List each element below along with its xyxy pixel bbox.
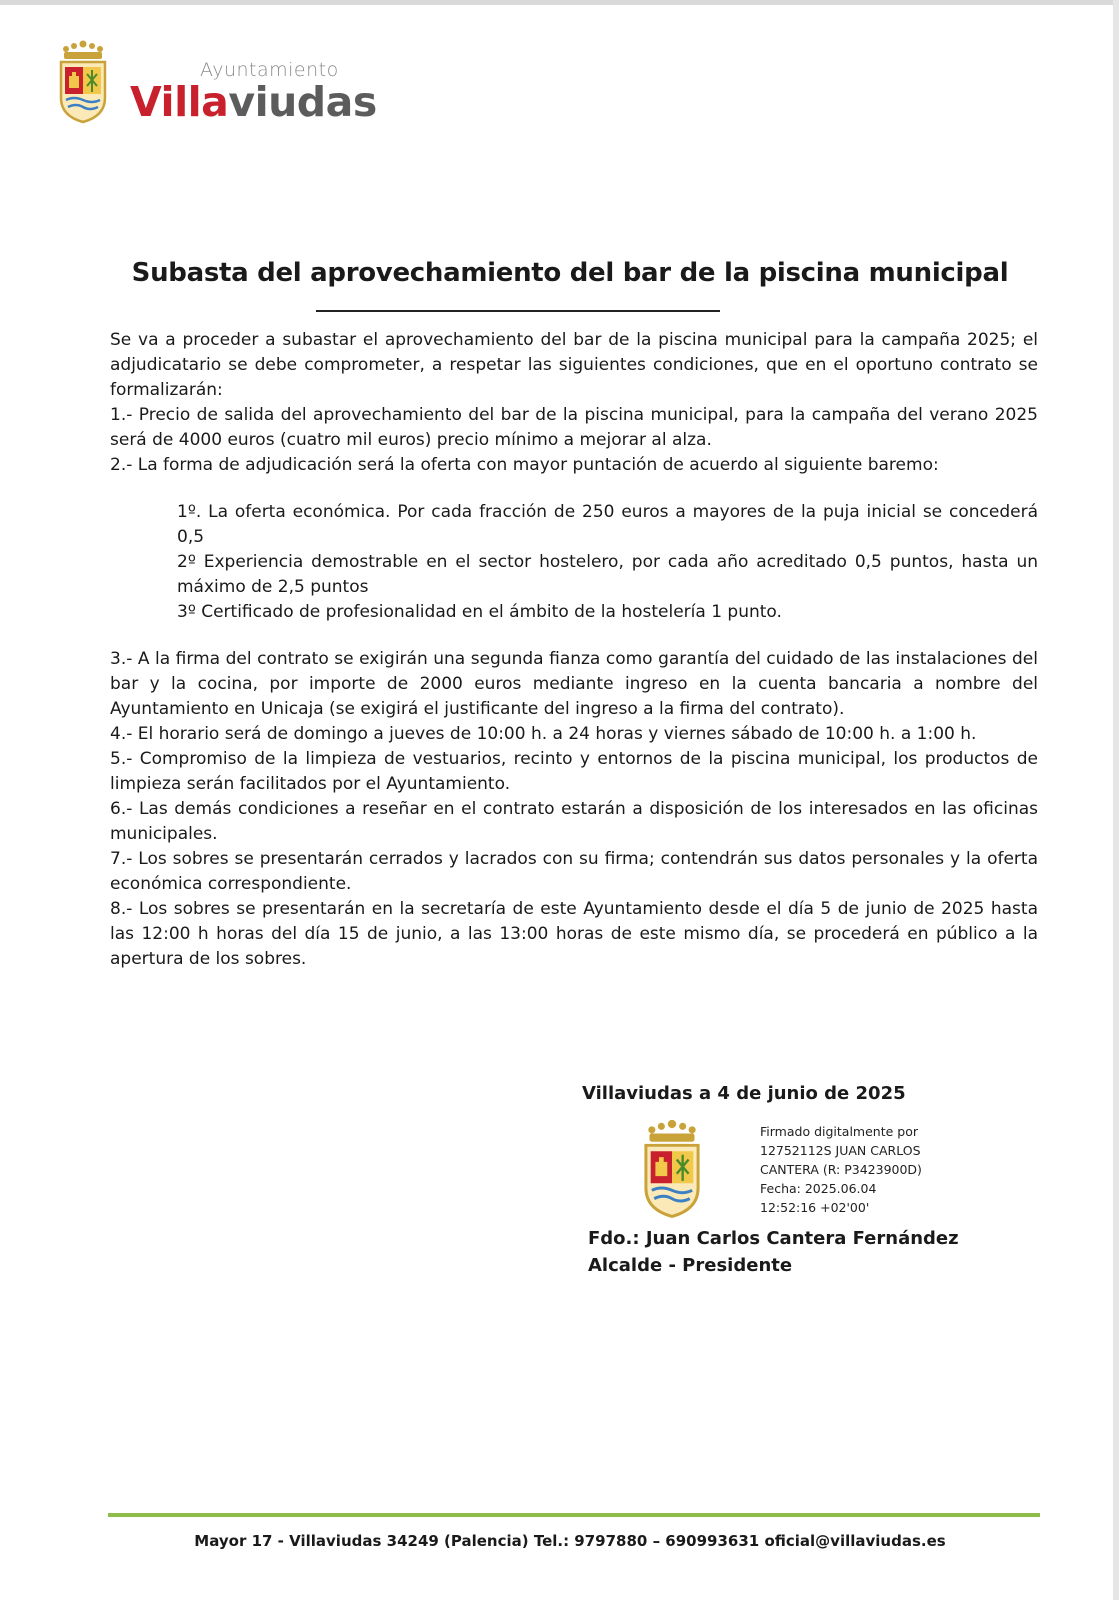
clause-8: 8.- Los sobres se presentarán en la secretaría de este Ayuntamiento desde el día 5 de junio de 2025 hasta las 12:00 h horas del día 15 de junio, a las 13:00 horas de este mismo día, se procederá en público a la apertura de los sobres.: [110, 899, 1038, 969]
brand-name-gray: viudas: [228, 78, 377, 126]
place-date: Villaviudas a 4 de junio de 2025: [582, 1083, 906, 1104]
digital-signature-line: Firmado digitalmente por: [760, 1124, 918, 1139]
title-underline: [316, 310, 720, 312]
document-title: Subasta del aprovechamiento del bar de la piscina municipal: [131, 258, 1009, 288]
clause-6: 6.- Las demás condiciones a reseñar en el contrato estarán a disposición de los interesados en las oficinas municipales.: [110, 799, 1038, 844]
clause-2: 2.- La forma de adjudicación será la oferta con mayor puntación de acuerdo al siguiente baremo:: [110, 455, 939, 475]
clause-5: 5.- Compromiso de la limpieza de vestuarios, recinto y entornos de la piscina municipal, los productos de limpieza serán facilitados por el Ayuntamiento.: [110, 749, 1038, 794]
digital-signature-line: CANTERA (R: P3423900D): [760, 1162, 922, 1177]
spacer: [110, 478, 1038, 500]
clause-7: 7.- Los sobres se presentarán cerrados y lacrados con su firma; contendrán sus datos personales y la oferta económica correspondiente.: [110, 849, 1038, 894]
signer-name: Fdo.: Juan Carlos Cantera Fernández: [588, 1228, 959, 1249]
clause-3: 3.- A la firma del contrato se exigirán una segunda fianza como garantía del cuidado de las instalaciones del bar y la cocina, por importe de 2000 euros mediante ingreso en la cuenta bancaria a nombre del Ayuntamiento en Unicaja (se exigirá el justificante del ingreso a la firma del contrato).: [110, 649, 1038, 719]
page-edge: [0, 0, 1119, 5]
brand-name: [130, 78, 377, 126]
municipal-seal-icon: [640, 1115, 704, 1223]
signer-block: [588, 1225, 959, 1279]
letterhead: [56, 40, 456, 130]
clause-4: 4.- El horario será de domingo a jueves de 10:00 h. a 24 horas y viernes sábado de 10:00 h. a 1:00 h.: [110, 724, 977, 744]
digital-signature-line: 12752112S JUAN CARLOS: [760, 1143, 921, 1158]
digital-signature-line: 12:52:16 +02'00': [760, 1200, 870, 1215]
intro-paragraph: Se va a proceder a subastar el aprovechamiento del bar de la piscina municipal para la campaña 2025; el adjudicatario se debe comprometer, a respetar las siguientes condiciones, que en el oportuno contrato se formalizarán:: [110, 330, 1038, 400]
clause-1: 1.- Precio de salida del aprovechamiento del bar de la piscina municipal, para la campaña del verano 2025 será de 4000 euros (cuatro mil euros) precio mínimo a mejorar al alza.: [110, 405, 1038, 450]
criterion-1: 1º. La oferta económica. Por cada fracción de 250 euros a mayores de la puja inicial se concederá 0,5: [177, 502, 1038, 547]
footer-divider: [108, 1513, 1040, 1517]
brand-name-red: Villa: [130, 78, 229, 126]
criterion-2: 2º Experiencia demostrable en el sector hostelero, por cada año acreditado 0,5 puntos, hasta un máximo de 2,5 puntos: [177, 552, 1038, 597]
footer-address: Mayor 17 - Villaviudas 34249 (Palencia) Tel.: 9797880 – 690993631 oficial@villaviudas.es: [194, 1532, 946, 1550]
spacer: [110, 625, 1038, 647]
document-body: [110, 328, 1038, 972]
digital-signature-block: [760, 1122, 980, 1217]
municipal-crest-icon: [56, 40, 110, 124]
criterion-3: 3º Certificado de profesionalidad en el ámbito de la hostelería 1 punto.: [177, 602, 782, 622]
signer-role: Alcalde - Presidente: [588, 1255, 793, 1276]
page-edge-shadow: [1113, 0, 1119, 1600]
digital-signature-line: Fecha: 2025.06.04: [760, 1181, 877, 1196]
brand-subtitle: Ayuntamiento: [200, 59, 339, 81]
